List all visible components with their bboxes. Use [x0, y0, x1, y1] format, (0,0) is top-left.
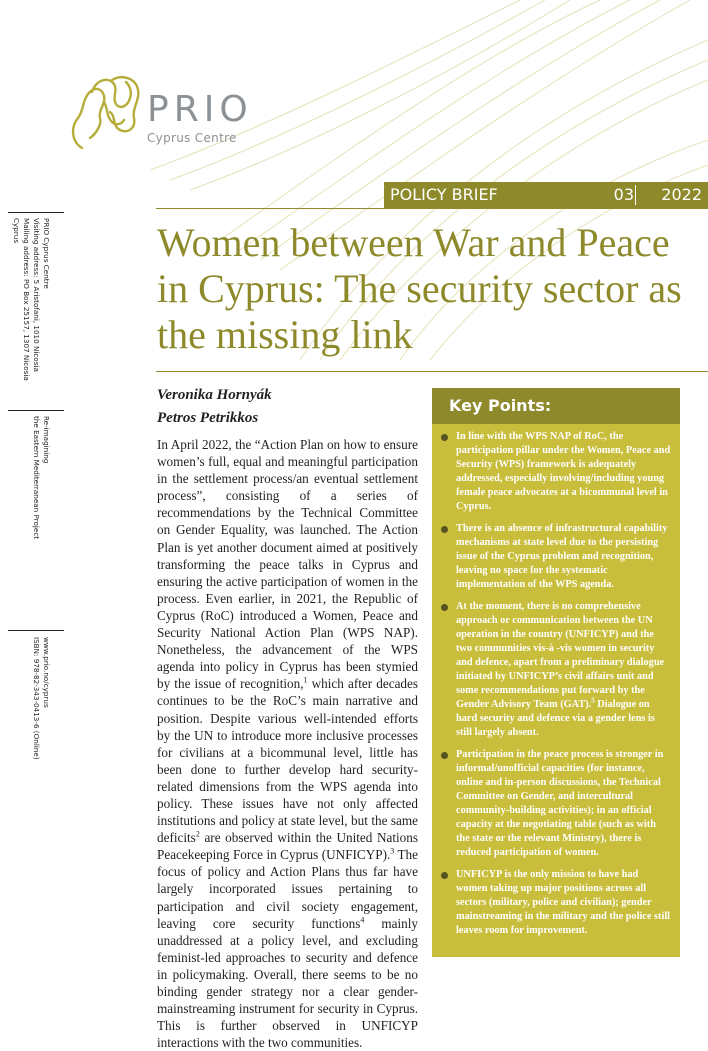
body-paragraph [157, 436, 418, 1051]
key-point-item [432, 522, 680, 592]
key-point-item [432, 748, 680, 860]
bullet-icon [441, 752, 448, 759]
sidebar-address [11, 218, 51, 381]
key-point-text: UNFICYP is the only mission to have had women taking up major positions across all sectors (military, police and civilian); gender mainstreaming in the military and the police still leaves room for improvement. [456, 869, 671, 936]
logo-subtitle: Cyprus Centre [147, 131, 237, 145]
footnote-ref[interactable]: 4 [360, 915, 365, 925]
body-text: The focus of policy and Action Plans thus far have largely incorporated issues pertaining to participation and civil society engagement, leaving core security functions [157, 847, 418, 931]
sidebar-project-line: the Eastern Mediterranean Project [32, 416, 41, 540]
prio-logo-mark [68, 72, 143, 150]
author-name: Veronika Hornyák [157, 387, 272, 403]
key-point-text: There is an absence of infrastructural capability mechanisms at state level due to the persisting issue of the Cyprus problem and recognition, leaving no space for the systematic implementation of the WPS agenda. [456, 523, 668, 590]
band-separator [635, 185, 636, 205]
key-point-text: Participation in the peace process is stronger in informal/unofficial capacities (for instance, online and in-person discussions, the Technical Committee on Gender, and intercultural community-building activities); in an official capacity at the negotiating table (such as with the state or the relevant Ministry), there is reduced participation of women. [456, 749, 664, 858]
bullet-icon [441, 526, 448, 533]
key-point-text: At the moment, there is no comprehensive approach or communication between the UN operation in the country (UNFICYP) and the two communities vis-à -vis women in security and defence, apart from a preliminary dialogue initiated by UNFICYP’s civil affairs unit and some recommendations put forward by the Gender Advisory Team (GAT). [456, 601, 665, 710]
sidebar-project-line: Re-imagining [42, 416, 51, 464]
body-text: which after decades continues to be the RoC’s main narrative and position. Despite various well-intended efforts by the UN to introduce more inclusive processes for civilians at a bicommunal level, little has been done to further develop hard security-related dimensions from the WPS agenda into policy. These issues have not only affected institutions and policy at state level, but the same deficits [157, 676, 418, 846]
authors [157, 384, 272, 430]
bullet-icon [441, 872, 448, 879]
footnote-ref[interactable]: 5 [591, 696, 595, 705]
footnote-ref[interactable]: 3 [390, 846, 395, 856]
sidebar-divider [8, 212, 64, 213]
sidebar-address-line: Cyprus [12, 218, 21, 244]
sidebar-web [31, 637, 51, 760]
key-point-item [432, 430, 680, 514]
band-issue: 03 [613, 185, 634, 204]
footnote-ref[interactable]: 1 [303, 675, 308, 685]
sidebar-web-line: ISBN: 978-82-343-0413-6 (Online) [32, 637, 41, 760]
logo-name: PRIO [147, 89, 253, 130]
key-points-box [432, 388, 680, 957]
band-year: 2022 [661, 185, 702, 204]
key-points-list [432, 430, 680, 946]
sidebar-address-line: Mailing address: PO Box 25157, 1307 Nicosia [22, 218, 31, 381]
sidebar-address-line: PRIO Cyprus Centre [42, 218, 51, 289]
body-text: mainly unaddressed at a policy level, and excluding feminist-led approaches to security and defence in policymaking. Overall, there seems to be no binding gender strategy nor a clear gender-mainstreaming instrument for security in Cyprus. This is further observed in UNFICYP interactions with the two communities. [157, 915, 418, 1051]
band-label: POLICY BRIEF [390, 185, 498, 204]
key-points-title: Key Points: [432, 388, 680, 424]
bullet-icon [441, 434, 448, 441]
body-text: In April 2022, the “Action Plan on how to ensure women’s full, equal and meaningful participation in the settlement process/an eventual settlement process”, consisting of a series of recommendations by the Technical Committee on Gender Equality, was launched. The Action Plan is yet another document aimed at positively transforming the peace talks in Cyprus and ensuring the active participation of women in the process. Even earlier, in 2021, the Republic of Cyprus (RoC) introduced a Women, Peace and Security National Action Plan (WPS NAP). Nonetheless, the advancement of the WPS agenda into policy in Cyprus has been stymied by the issue of recognition, [157, 437, 418, 692]
sidebar-divider [8, 630, 64, 631]
key-point-text: Dialogue on hard security and defence via a gender lens is still largely absent. [456, 699, 655, 738]
footnote-ref[interactable]: 2 [195, 829, 200, 839]
key-point-text: In line with the WPS NAP of RoC, the participation pillar under the Women, Peace and Security (WPS) framework is adequately addressed, especially involving/including young female peace advocates at a bicommunal level in Cyprus. [456, 431, 671, 512]
author-name: Petros Petrikkos [157, 410, 259, 426]
page-title: Women between War and Peace in Cyprus: The security sector as the missing link [157, 220, 682, 357]
title-rule-top [156, 208, 708, 209]
sidebar-address-line: Visiting address: 5 Aristofani, 1010 Nicosia [32, 218, 41, 372]
prio-logo-text [147, 89, 253, 145]
body-text: are observed within the United Nations Peacekeeping Force in Cyprus (UNFICYP). [157, 830, 418, 863]
key-point-item [432, 868, 680, 938]
key-point-item [432, 600, 680, 740]
sidebar-divider [8, 410, 64, 411]
sidebar-project [31, 416, 51, 539]
bullet-icon [441, 604, 448, 611]
title-rule-bottom [156, 371, 708, 372]
policy-brief-band [384, 182, 708, 208]
sidebar-web-line[interactable]: www.prio.no/cyprus [42, 637, 51, 708]
